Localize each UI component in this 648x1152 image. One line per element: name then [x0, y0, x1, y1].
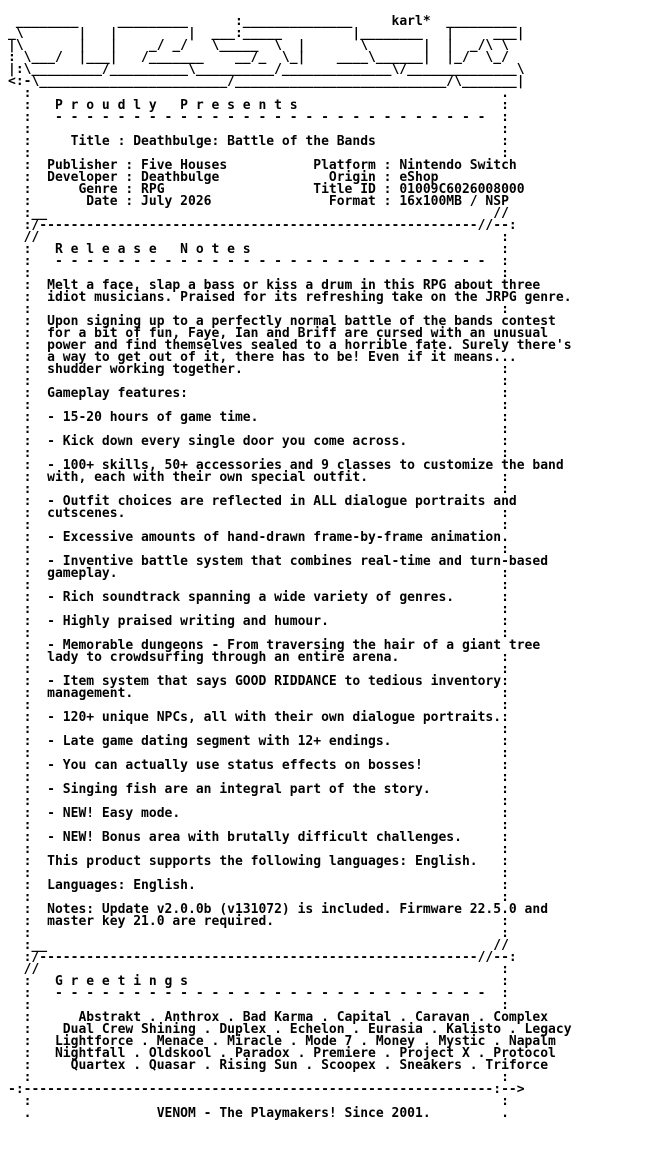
nfo-line: : : [8, 998, 533, 1013]
nfo-line: : : [8, 578, 533, 593]
nfo-line: : management. : [8, 686, 533, 701]
nfo-line: : - Rich soundtrack spanning a wide variety of genres. : [8, 590, 533, 605]
nfo-line: : - Late game dating segment with 12+ endings. : [8, 734, 533, 749]
nfo-line: : - 120+ unique NPCs, all with their own dialogue portraits.: [8, 710, 533, 725]
nfo-line: ________ _________ :______________ karl* _________ [8, 14, 525, 29]
nfo-line: : Publisher : Five Houses Platform : Nintendo Switch [8, 158, 541, 173]
nfo-line: : Notes: Update v2.0.0b (v131072) is included. Firmware 22.5.0 and [8, 902, 549, 917]
nfo-line: : - Outfit choices are reflected in ALL dialogue portraits and [8, 494, 541, 509]
nfo-line: : power and find themselves sealed to a horrible fate. Surely there's [8, 338, 572, 353]
nfo-line: |\ | | _/ _/ \_____ \ | \ | | _/\ \ [8, 38, 525, 53]
nfo-line: <:-\________________________/___________________________/\_______| [8, 74, 525, 89]
nfo-line: : - - - - - - - - - - - - - - - - - - - - - - - - - - - - : [8, 110, 533, 125]
nfo-line: : : [8, 302, 533, 317]
nfo-line: : : [8, 446, 533, 461]
nfo-line: : : [8, 842, 533, 857]
nfo-line: : - Singing fish are an integral part of the story. : [8, 782, 533, 797]
nfo-line: : : [8, 746, 533, 761]
nfo-line: : idiot musicians. Praised for its refreshing take on the JRPG genre. [8, 290, 572, 305]
nfo-line: : Genre : RPG Title ID : 01009C6026008000 [8, 182, 533, 197]
nfo-line: : - Kick down every single door you come across. : [8, 434, 533, 449]
nfo-line: :/--------------------------------------------------------//--: [8, 218, 533, 233]
nfo-line: : - Highly praised writing and humour. : [8, 614, 533, 629]
nfo-line: : : [8, 794, 533, 809]
nfo-line: : : [8, 1070, 533, 1085]
nfo-line: : Languages: English. : [8, 878, 533, 893]
nfo-line: : : [8, 422, 533, 437]
nfo-line: |:\_________/__________\__________/______________\/______________\ [8, 62, 525, 77]
nfo-line: :__ // [8, 206, 533, 221]
nfo-line: :/--------------------------------------------------------//--: [8, 950, 533, 965]
nfo-line: : Developer : Deathbulge Origin : eShop [8, 170, 541, 185]
nfo-line: : : [8, 770, 533, 785]
nfo-line: : R e l e a s e N o t e s : [8, 242, 533, 257]
nfo-line: : - Memorable dungeons - From traversing the hair of a giant tree [8, 638, 541, 653]
nfo-line: : : [8, 662, 533, 677]
nfo-line: : Lightforce . Menace . Miracle . Mode 7 . Money . Mystic . Napalm [8, 1034, 556, 1049]
nfo-line: : G r e e t i n g s : [8, 974, 533, 989]
nfo-line: : - Excessive amounts of hand-drawn frame-by-frame animation. [8, 530, 541, 545]
nfo-line: : - Inventive battle system that combines real-time and turn-based [8, 554, 549, 569]
nfo-line: : lady to crowdsurfing through an entire arena. : [8, 650, 533, 665]
nfo-line: : This product supports the following languages: English. : [8, 854, 533, 869]
nfo-line: : - NEW! Bonus area with brutally difficult challenges. : [8, 830, 533, 845]
nfo-line: : : [8, 122, 533, 137]
nfo-line: : : [8, 266, 533, 281]
nfo-line: : gameplay. : [8, 566, 533, 581]
nfo-line: : - 15-20 hours of game time. : [8, 410, 533, 425]
nfo-line: : Dual Crew Shining . Duplex . Echelon . Eurasia . Kalisto . Legacy [8, 1022, 572, 1037]
nfo-line: : shudder working together. : [8, 362, 533, 377]
nfo-line: : . [8, 86, 533, 101]
nfo-line: : : [8, 722, 533, 737]
nfo-line: -:------------------------------------------------------------:--> [8, 1082, 525, 1097]
nfo-line: : Melt a face, slap a bass or kiss a drum in this RPG about three [8, 278, 541, 293]
nfo-line: : : [8, 374, 533, 389]
nfo-line: : : [8, 626, 533, 641]
nfo-line: : Date : July 2026 Format : 16x100MB / NSP [8, 194, 533, 209]
nfo-line: : a way to get out of it, there has to be! Even if it means... [8, 350, 517, 365]
nfo-line: // : [8, 962, 533, 977]
nfo-line: : - You can actually use status effects on bosses! : [8, 758, 533, 773]
nfo-line: . VENOM - The Playmakers! Since 2001. . [8, 1106, 533, 1121]
nfo-line: : Title : Deathbulge: Battle of the Bands : [8, 134, 533, 149]
nfo-line: : : [8, 602, 533, 617]
nfo-line: : : [8, 818, 533, 833]
nfo-line: : cutscenes. : [8, 506, 533, 521]
nfo-line: : master key 21.0 are required. : [8, 914, 533, 929]
nfo-line: : : [8, 866, 533, 881]
nfo-line: : - - - - - - - - - - - - - - - - - - - - - - - - - - - - : [8, 254, 533, 269]
nfo-line: : : [8, 398, 533, 413]
nfo-line: : : [8, 482, 533, 497]
nfo-line: : with, each with their own special outfit. : [8, 470, 533, 485]
nfo-line: : - Item system that says GOOD RIDDANCE to tedious inventory: [8, 674, 533, 689]
nfo-line: : Upon signing up to a perfectly normal battle of the bands contest [8, 314, 556, 329]
nfo-line: : : [8, 518, 533, 533]
nfo-line: : Nightfall . Oldskool . Paradox . Premiere . Project X . Protocol [8, 1046, 556, 1061]
nfo-line: : \___/ |___| /_______ __/_ \_| ____\______| |_/ \_/ [8, 50, 525, 65]
nfo-line: : : [8, 890, 533, 905]
nfo-line: : P r o u d l y P r e s e n t s : [8, 98, 533, 113]
nfo-line: : - NEW! Easy mode. : [8, 806, 533, 821]
nfo-line: : : [8, 926, 533, 941]
nfo-line: : : [8, 542, 533, 557]
nfo-line: : Gameplay features: : [8, 386, 533, 401]
nfo-line: : Abstrakt . Anthrox . Bad Karma . Capital . Caravan . Complex [8, 1010, 549, 1025]
nfo-line: : Quartex . Quasar . Rising Sun . Scoopex . Sneakers . Triforce [8, 1058, 549, 1073]
nfo-line: : - 100+ skills, 50+ accessories and 9 classes to customize the band [8, 458, 564, 473]
nfo-line: : for a bit of fun, Faye, Ian and Briff are cursed with an unusual [8, 326, 549, 341]
nfo-line: : : [8, 146, 533, 161]
nfo-line: :__ // [8, 938, 533, 953]
nfo-line: : - - - - - - - - - - - - - - - - - - - - - - - - - - - - : [8, 986, 533, 1001]
nfo-line: _\ | | | ___:_____ |________ | ___| [8, 26, 525, 41]
nfo-document [8, 16, 572, 1120]
nfo-line: : : [8, 1094, 533, 1109]
nfo-line: // : [8, 230, 533, 245]
nfo-line: : : [8, 698, 533, 713]
